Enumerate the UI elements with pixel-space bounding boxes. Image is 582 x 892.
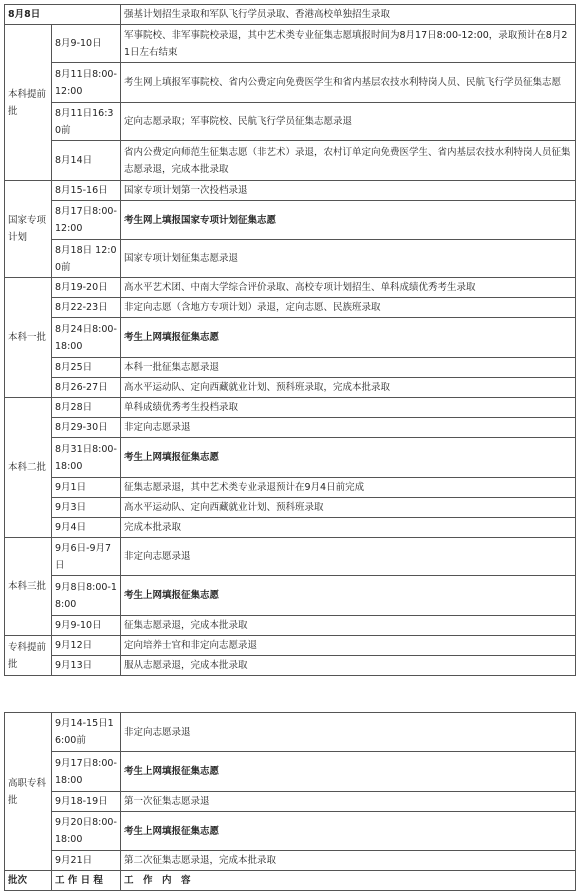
date-cell: 8月26-27日 <box>52 378 121 398</box>
header-batch: 批次 <box>5 871 52 891</box>
content-cell: 国家专项计划第一次投档录退 <box>121 181 576 201</box>
date-cell: 8月31日8:00-18:00 <box>52 438 121 478</box>
content-cell: 单科成绩优秀考生投档录取 <box>121 398 576 418</box>
content-cell: 考生上网填报征集志愿 <box>121 812 576 851</box>
schedule-table-continued <box>4 712 576 891</box>
content-cell: 征集志愿录退，其中艺术类专业录退预计在9月4日前完成 <box>121 478 576 498</box>
table-row <box>5 616 576 636</box>
header-content: 工 作 内 容 <box>121 871 576 891</box>
date-cell: 9月14-15日16:00前 <box>52 713 121 752</box>
table-row <box>5 418 576 438</box>
content-cell: 非定向志愿录退 <box>121 538 576 576</box>
table-row <box>5 298 576 318</box>
content-cell: 高水平运动队、定向西藏就业计划、预科班录取，完成本批录取 <box>121 378 576 398</box>
table-row <box>5 576 576 616</box>
table-row <box>5 518 576 538</box>
date-cell: 8月11日16:30前 <box>52 103 121 141</box>
content-cell: 考生上网填报征集志愿 <box>121 438 576 478</box>
content-cell: 军事院校、非军事院校录退，其中艺术类专业征集志愿填报时间为8月17日8:00-12:00，录取预计在8月21日左右结束 <box>121 25 576 63</box>
content-cell: 服从志愿录退，完成本批录取 <box>121 656 576 676</box>
table-row <box>5 63 576 103</box>
batch-cell: 高职专科批 <box>5 713 52 871</box>
content-cell: 非定向志愿（含地方专项计划）录退，定向志愿、民族班录取 <box>121 298 576 318</box>
table-row <box>5 5 576 25</box>
date-cell: 9月1日 <box>52 478 121 498</box>
table-row <box>5 378 576 398</box>
date-cell: 9月20日8:00-18:00 <box>52 812 121 851</box>
table-row <box>5 181 576 201</box>
content-cell: 考生上网填报征集志愿 <box>121 318 576 358</box>
date-cell: 9月13日 <box>52 656 121 676</box>
date-cell: 8月18日 12:00前 <box>52 240 121 278</box>
table-row <box>5 812 576 851</box>
table-row <box>5 240 576 278</box>
table-row <box>5 398 576 418</box>
batch-cell: 本科提前批 <box>5 25 52 181</box>
content-cell: 第二次征集志愿录退，完成本批录取 <box>121 851 576 871</box>
table-row <box>5 656 576 676</box>
date-cell: 8月15-16日 <box>52 181 121 201</box>
content-cell: 高水平运动队、定向西藏就业计划、预科班录取 <box>121 498 576 518</box>
batch-cell: 8月8日 <box>5 5 121 25</box>
date-cell: 9月8日8:00-18:00 <box>52 576 121 616</box>
batch-cell: 本科一批 <box>5 278 52 398</box>
table-row <box>5 278 576 298</box>
batch-cell: 本科二批 <box>5 398 52 538</box>
table-row <box>5 752 576 792</box>
table-row <box>5 438 576 478</box>
header-date: 工 作 日 程 <box>52 871 121 891</box>
content-cell: 高水平艺术团、中南大学综合评价录取、高校专项计划招生、单科成绩优秀考生录取 <box>121 278 576 298</box>
content-cell: 非定向志愿录退 <box>121 713 576 752</box>
table-row <box>5 25 576 63</box>
date-cell: 8月22-23日 <box>52 298 121 318</box>
batch-cell: 本科三批 <box>5 538 52 636</box>
content-cell: 征集志愿录退，完成本批录取 <box>121 616 576 636</box>
content-cell: 考生网上填报军事院校、省内公费定向免费医学生和省内基层农技水利特岗人员、民航飞行学员征集志愿 <box>121 63 576 103</box>
date-cell: 8月25日 <box>52 358 121 378</box>
content-cell: 定向培养士官和非定向志愿录退 <box>121 636 576 656</box>
content-cell: 定向志愿录取；军事院校、民航飞行学员征集志愿录退 <box>121 103 576 141</box>
content-cell: 考生网上填报国家专项计划征集志愿 <box>121 201 576 240</box>
content-cell: 第一次征集志愿录退 <box>121 792 576 812</box>
table-row <box>5 318 576 358</box>
table-row <box>5 498 576 518</box>
table-row <box>5 538 576 576</box>
date-cell: 9月17日8:00-18:00 <box>52 752 121 792</box>
date-cell: 9月4日 <box>52 518 121 538</box>
date-cell: 9月21日 <box>52 851 121 871</box>
date-cell: 8月24日8:00-18:00 <box>52 318 121 358</box>
date-cell: 9月12日 <box>52 636 121 656</box>
table-row <box>5 851 576 871</box>
table-row <box>5 478 576 498</box>
batch-cell: 国家专项计划 <box>5 181 52 278</box>
schedule-table-main <box>4 4 576 676</box>
date-cell: 8月19-20日 <box>52 278 121 298</box>
content-cell: 本科一批征集志愿录退 <box>121 358 576 378</box>
table-row <box>5 141 576 181</box>
date-cell: 8月17日8:00-12:00 <box>52 201 121 240</box>
content-cell: 考生上网填报征集志愿 <box>121 576 576 616</box>
content-cell: 强基计划招生录取和军队飞行学员录取、香港高校单独招生录取 <box>121 5 576 25</box>
date-cell: 8月9-10日 <box>52 25 121 63</box>
date-cell: 9月18-19日 <box>52 792 121 812</box>
date-cell: 9月9-10日 <box>52 616 121 636</box>
content-cell: 省内公费定向师范生征集志愿（非艺术）录退，农村订单定向免费医学生、省内基层农技水利特岗人员征集志愿录退，完成本批录取 <box>121 141 576 181</box>
date-cell: 8月14日 <box>52 141 121 181</box>
content-cell: 完成本批录取 <box>121 518 576 538</box>
table-row <box>5 792 576 812</box>
batch-cell: 专科提前批 <box>5 636 52 676</box>
table-row <box>5 636 576 656</box>
table-header-row <box>5 871 576 891</box>
table-row <box>5 201 576 240</box>
content-cell: 考生上网填报征集志愿 <box>121 752 576 792</box>
date-cell: 8月28日 <box>52 398 121 418</box>
date-cell: 8月29-30日 <box>52 418 121 438</box>
table-row <box>5 358 576 378</box>
table-row <box>5 713 576 752</box>
content-cell: 非定向志愿录退 <box>121 418 576 438</box>
table-row <box>5 103 576 141</box>
date-cell: 9月3日 <box>52 498 121 518</box>
date-cell: 8月11日8:00-12:00 <box>52 63 121 103</box>
content-cell: 国家专项计划征集志愿录退 <box>121 240 576 278</box>
date-cell: 9月6日-9月7日 <box>52 538 121 576</box>
